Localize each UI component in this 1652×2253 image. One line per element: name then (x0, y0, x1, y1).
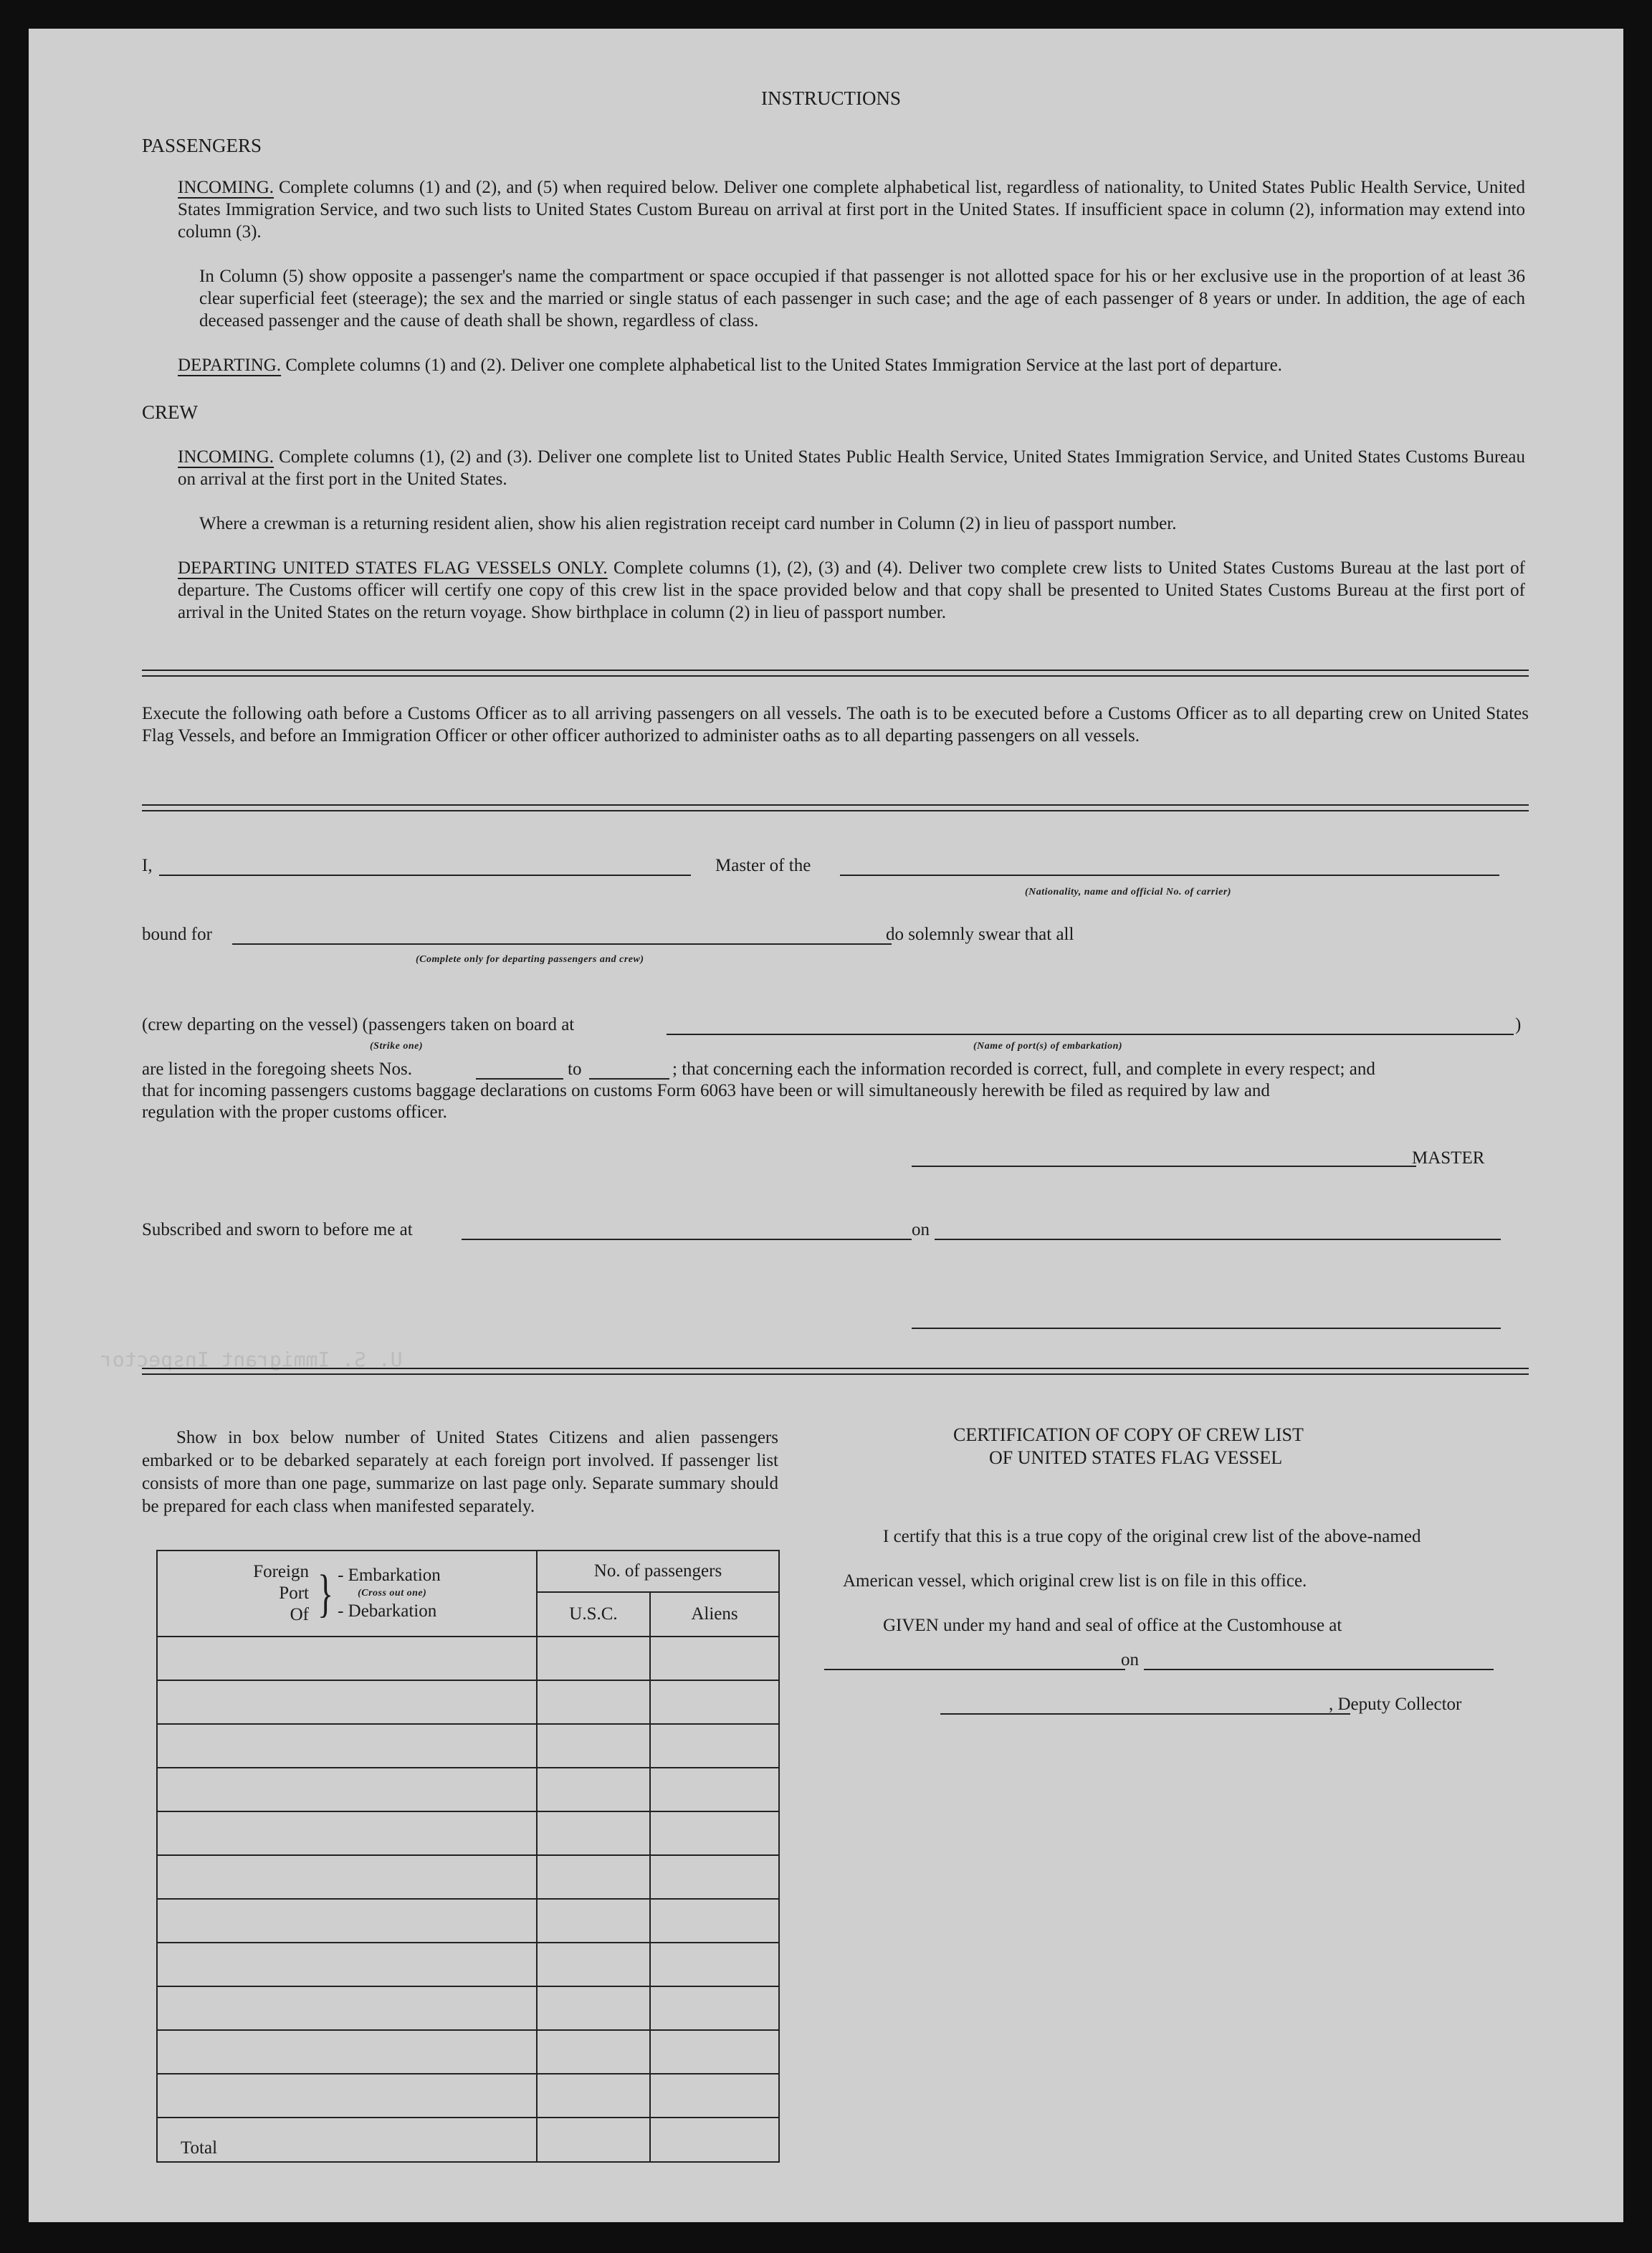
carrier-field[interactable] (840, 875, 1499, 876)
certify-line2: American vessel, which original crew list is on file in this office. (843, 1571, 1307, 1591)
subscribed-label: Subscribed and sworn to before me at (142, 1220, 413, 1239)
summary-port-cell[interactable] (157, 1855, 537, 1899)
summary-aliens-cell[interactable] (650, 2074, 779, 2118)
summary-aliens-cell[interactable] (650, 1899, 779, 1943)
total-aliens-cell[interactable] (650, 2118, 779, 2162)
table-row (157, 1899, 779, 1943)
summary-aliens-cell[interactable] (650, 1986, 779, 2030)
crew-resident-paragraph: Where a crewman is a returning resident alien, show his alien registration receipt card number in Column (2) in lieu of passport number. (199, 514, 1177, 533)
summary-port-cell[interactable] (157, 2074, 537, 2118)
summary-rows (157, 1637, 779, 2118)
crew-departing-label-line: (crew departing on the vessel) (passengers taken on board at (142, 1015, 575, 1034)
table-row (157, 1724, 779, 1768)
oath-instruction: Execute the following oath before a Customs Officer as to all arriving passengers on all vessels. The oath is to be executed before a Customs Officer as to all departing crew on United States Flag Vessels, and before an Immigration Officer or other officer authorized to administer oaths as to all departing passengers on all vessels. (142, 704, 1529, 746)
form-page (29, 29, 1623, 2222)
table-row (157, 1811, 779, 1855)
section-divider (142, 804, 1529, 811)
summary-usc-cell[interactable] (537, 1986, 650, 2030)
passengers-column5-paragraph: In Column (5) show opposite a passenger's name the compartment or space occupied if that passenger is not allotted space for his or her exclusive use in the proportion of at least 36 clear superficial feet (steerage); the sex and the married or single status of each passenger in such case; and the age of each passenger of 8 years or under. In addition, the age of each deceased passenger and the cause of death shall be shown, regardless of class. (199, 267, 1525, 330)
oath-line2: that for incoming passengers customs baggage declarations on customs Form 6063 have been or will simultaneously herewith be filed as required by law and (142, 1081, 1270, 1100)
master-signature-field[interactable] (912, 1166, 1416, 1167)
customhouse-place-field[interactable] (824, 1669, 1125, 1670)
ghost-stamp: U. S. Immigrant Inspector (100, 1348, 403, 1371)
passengers-incoming-text: Complete columns (1) and (2), and (5) when required below. Deliver one complete alphabetical list, regardless of nationality, to United States Public Health Service, United States Immigration Service, and two such lists to United States Custom Bureau on arrival at first port in the United States. If insufficient space in column (2), information may extend into column (3). (178, 178, 1526, 242)
hdr-debarkation: - Debarkation (338, 1601, 437, 1621)
usc-header: U.S.C. (537, 1592, 650, 1637)
port-header-cell (157, 1551, 537, 1637)
certification-title-line1: CERTIFICATION OF COPY OF CREW LIST (953, 1424, 1304, 1445)
summary-port-cell[interactable] (157, 1768, 537, 1811)
table-row (157, 1637, 779, 1680)
crew-incoming-label: INCOMING. (178, 447, 274, 467)
deputy-signature-field[interactable] (940, 1713, 1350, 1715)
summary-usc-cell[interactable] (537, 1899, 650, 1943)
summary-usc-cell[interactable] (537, 1811, 650, 1855)
carrier-caption: (Nationality, name and official No. of carrier) (1025, 887, 1231, 897)
passenger-summary-table (156, 1550, 780, 2163)
hdr-foreign: Foreign (253, 1562, 309, 1581)
listed-rest: ; that concerning each the information recorded is correct, full, and complete in every respect; and (672, 1059, 1375, 1079)
crew-departing-label: DEPARTING UNITED STATES FLAG VESSELS ONLY. (178, 558, 608, 578)
subscribed-on-label: on (912, 1220, 930, 1239)
crew-heading: CREW (142, 401, 198, 423)
crew-incoming-text: Complete columns (1), (2) and (3). Deliver one complete list to United States Public Health Service, United States Immigration Service, and United States Customs Bureau on arrival at the first port in the United States. (178, 447, 1525, 489)
oath-i-label: I, (142, 856, 153, 875)
summary-usc-cell[interactable] (537, 1768, 650, 1811)
summary-port-cell[interactable] (157, 1943, 537, 1986)
summary-aliens-cell[interactable] (650, 1680, 779, 1724)
passengers-incoming-label: INCOMING. (178, 178, 274, 197)
summary-port-cell[interactable] (157, 1899, 537, 1943)
passengers-departing-text: Complete columns (1) and (2). Deliver one complete alphabetical list to the United States Immigration Service at the last port of departure. (285, 356, 1282, 375)
master-of-the-label: Master of the (715, 856, 811, 875)
master-name-field[interactable] (159, 875, 691, 876)
ports-caption: (Name of port(s) of embarkation) (973, 1041, 1123, 1052)
page-title: INSTRUCTIONS (761, 87, 902, 109)
summary-port-cell[interactable] (157, 2030, 537, 2074)
summary-usc-cell[interactable] (537, 1637, 650, 1680)
summary-usc-cell[interactable] (537, 2074, 650, 2118)
close-paren: ) (1515, 1015, 1522, 1034)
table-row (157, 1855, 779, 1899)
bound-for-caption: (Complete only for departing passengers and crew) (416, 954, 644, 965)
hdr-cross-out: (Cross out one) (358, 1588, 427, 1599)
summary-port-cell[interactable] (157, 1986, 537, 2030)
bound-for-label: bound for (142, 925, 212, 944)
passengers-departing-paragraph (178, 354, 1525, 376)
crew-departing-paragraph (178, 557, 1525, 624)
summary-usc-cell[interactable] (537, 1855, 650, 1899)
summary-usc-cell[interactable] (537, 1943, 650, 1986)
summary-usc-cell[interactable] (537, 1680, 650, 1724)
table-row (157, 1943, 779, 1986)
bound-for-field[interactable] (232, 943, 892, 945)
table-row (157, 1768, 779, 1811)
given-line: GIVEN under my hand and seal of office at the Customhouse at (883, 1616, 1342, 1635)
swear-label: do solemnly swear that all (886, 925, 1074, 944)
summary-aliens-cell[interactable] (650, 1943, 779, 1986)
brace-icon: } (317, 1563, 334, 1622)
summary-port-cell[interactable] (157, 1680, 537, 1724)
hdr-port: Port (279, 1583, 309, 1603)
hdr-embarkation: - Embarkation (338, 1566, 441, 1585)
total-usc-cell[interactable] (537, 2118, 650, 2162)
crew-departing-text: Complete columns (1), (2), (3) and (4). Deliver two complete crew lists to United States Customs Bureau at the last port of departure. The Customs officer will certify one copy of this crew list in the space provided below and that copy shall be presented to United States Customs Bureau at the first port of arrival in the United States on the return voyage. Show birthplace in column (2) in lieu of passport number. (178, 558, 1525, 622)
total-row (157, 2118, 779, 2162)
officer-signature-field[interactable] (912, 1328, 1501, 1329)
summary-aliens-cell[interactable] (650, 2030, 779, 2074)
certification-title-line2: OF UNITED STATES FLAG VESSEL (989, 1447, 1283, 1468)
summary-port-cell[interactable] (157, 1811, 537, 1855)
listed-start: are listed in the foregoing sheets Nos. (142, 1059, 412, 1079)
certification-date-field[interactable] (1144, 1669, 1494, 1670)
table-row (157, 2030, 779, 2074)
section-divider (142, 1368, 1529, 1375)
summary-instruction: Show in box below number of United States Citizens and alien passengers embarked or to be debarked separately at each foreign port involved. If passenger list consists of more than one page, summarize on last page only. Separate summary should be prepared for each class when manifested separately. (142, 1428, 778, 1516)
passengers-heading: PASSENGERS (142, 135, 262, 156)
no-passengers-header: No. of passengers (537, 1551, 779, 1592)
oath-line3: regulation with the proper customs officer. (142, 1102, 447, 1122)
hdr-of: Of (290, 1605, 309, 1624)
summary-port-cell[interactable] (157, 1724, 537, 1768)
deputy-collector-label: , Deputy Collector (1329, 1695, 1462, 1714)
table-row (157, 2074, 779, 2118)
summary-aliens-cell[interactable] (650, 1768, 779, 1811)
summary-aliens-cell[interactable] (650, 1811, 779, 1855)
crew-incoming-paragraph (178, 446, 1525, 490)
summary-usc-cell[interactable] (537, 1724, 650, 1768)
table-row (157, 1986, 779, 2030)
summary-aliens-cell[interactable] (650, 1855, 779, 1899)
master-label: MASTER (1412, 1148, 1485, 1168)
certification-on-label: on (1121, 1650, 1139, 1669)
summary-aliens-cell[interactable] (650, 1637, 779, 1680)
passengers-departing-label: DEPARTING. (178, 356, 282, 375)
summary-usc-cell[interactable] (537, 2030, 650, 2074)
certify-line1: I certify that this is a true copy of the original crew list of the above-named (883, 1527, 1421, 1546)
passengers-incoming-paragraph (178, 176, 1525, 243)
summary-port-cell[interactable] (157, 1637, 537, 1680)
subscribed-place-field[interactable] (462, 1239, 912, 1240)
to-label: to (568, 1059, 582, 1079)
summary-aliens-cell[interactable] (650, 1724, 779, 1768)
aliens-header: Aliens (650, 1592, 779, 1637)
section-divider (142, 670, 1529, 677)
total-label: Total (157, 2118, 537, 2162)
table-row (157, 1680, 779, 1724)
subscribed-date-field[interactable] (935, 1239, 1501, 1240)
strike-one-caption: (Strike one) (370, 1041, 424, 1052)
